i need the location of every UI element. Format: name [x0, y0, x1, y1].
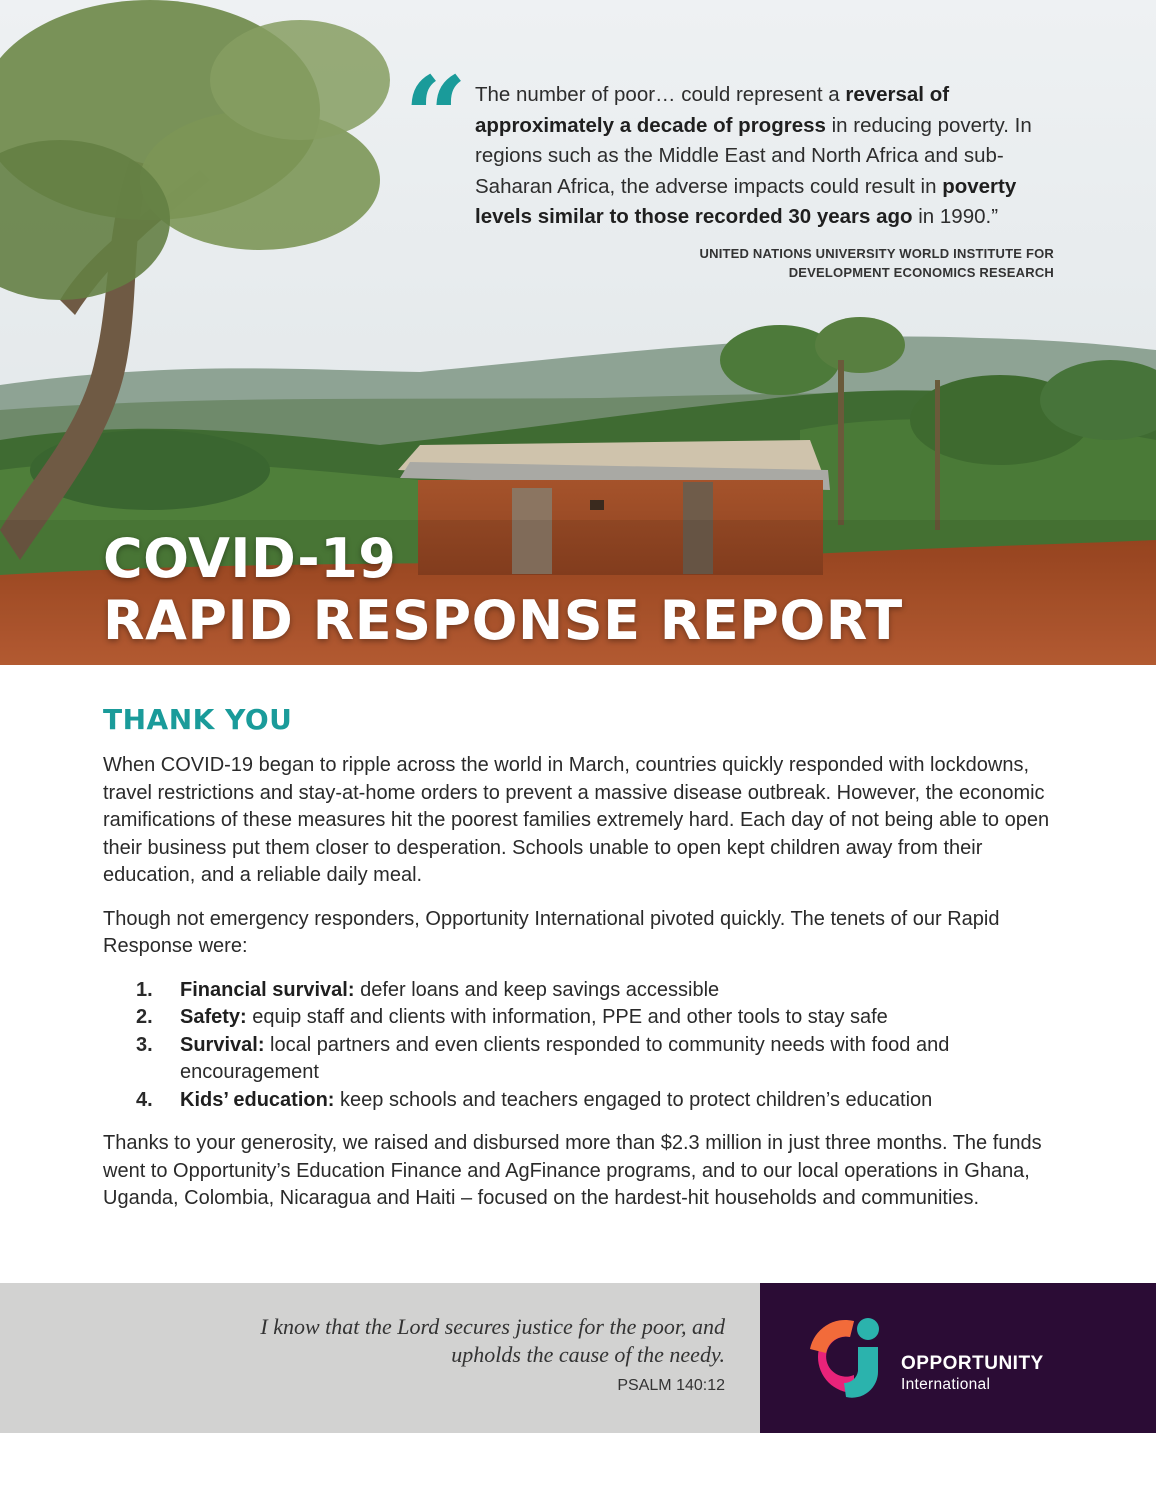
- list-item-number: 4.: [136, 1088, 153, 1111]
- pull-quote: [475, 80, 1065, 233]
- quote-text-part-2: in reducing poverty. In regions such as the Middle East and North Africa and sub-Saharan Africa, the adverse impacts could result in: [475, 113, 1032, 198]
- list-item-label: Survival:: [180, 1033, 265, 1056]
- list-item-number: 3.: [136, 1033, 153, 1056]
- list-item-number: 1.: [136, 978, 153, 1001]
- list-item-text: local partners and even clients responded to community needs with food and encouragement: [180, 1033, 950, 1083]
- list-item-text: equip staff and clients with information, PPE and other tools to stay safe: [246, 1006, 888, 1028]
- list-item-label: Financial survival:: [180, 978, 355, 1001]
- quote-text-part-3: in 1990.”: [912, 205, 999, 228]
- quote-attribution-line-2: DEVELOPMENT ECONOMICS RESEARCH: [788, 265, 1054, 280]
- quote-mark-icon: “: [404, 52, 468, 181]
- verse-line-1: I know that the Lord secures justice for the poor, and: [260, 1314, 725, 1339]
- tenets-intro-paragraph: Though not emergency responders, Opportunity International pivoted quickly. The tenets of our Rapid Response were:: [103, 907, 1000, 957]
- report-title-line-1: COVID-19: [103, 527, 397, 590]
- list-item: [103, 1004, 1063, 1032]
- hero-banner: [0, 0, 1156, 665]
- quote-attribution: [700, 244, 1054, 282]
- tenets-list: [103, 977, 1063, 1115]
- opportunity-logo-icon: [796, 1309, 892, 1405]
- list-item: [103, 1032, 1063, 1087]
- logo-subtitle: International: [901, 1376, 991, 1393]
- verse-line-2: upholds the cause of the needy.: [451, 1342, 725, 1367]
- section-heading: THANK YOU: [103, 703, 293, 736]
- list-item-text: defer loans and keep savings accessible: [354, 978, 720, 1001]
- list-item: [103, 977, 1063, 1005]
- verse-reference: PSALM 140:12: [617, 1377, 725, 1394]
- intro-paragraph: When COVID-19 began to ripple across the world in March, countries quickly responded with lockdowns, travel restrictions and stay-at-home orders to prevent a massive disease outbreak. However, the economic ramifications of these measures hit the poorest families extremely hard. Each day of not being able to open their business put them closer to desperation. Schools unable to open kept children away from their education, and a reliable daily meal.: [103, 754, 1050, 886]
- quote-attribution-line-1: UNITED NATIONS UNIVERSITY WORLD INSTITUTE FOR: [699, 246, 1054, 261]
- scripture-verse: [165, 1313, 725, 1369]
- quote-text-part-1: The number of poor… could represent a: [475, 83, 846, 106]
- verse-panel: [0, 1283, 760, 1433]
- quote-emphasis-2: poverty levels similar to those recorded 30 years ago: [475, 174, 1017, 228]
- list-item: [103, 1087, 1063, 1115]
- main-content: [103, 700, 1063, 1229]
- list-item-label: Safety:: [180, 1006, 247, 1028]
- report-title: [103, 528, 903, 652]
- logo-panel: [760, 1283, 1156, 1433]
- list-item-text: keep schools and teachers engaged to protect children’s education: [334, 1088, 933, 1111]
- footer-band: [0, 1283, 1156, 1433]
- report-title-line-2: RAPID RESPONSE REPORT: [103, 589, 903, 652]
- closing-paragraph: Thanks to your generosity, we raised and disbursed more than $2.3 million in just three months. The funds went to Opportunity’s Education Finance and AgFinance programs, and to our local operations in Ghana, Uganda, Colombia, Nicaragua and Haiti – focused on the hardest-hit households and communities.: [103, 1132, 1042, 1209]
- logo-wordmark: OPPORTUNITY: [901, 1353, 1044, 1374]
- list-item-number: 2.: [136, 1006, 153, 1028]
- list-item-label: Kids’ education:: [180, 1088, 335, 1111]
- quote-emphasis-1: reversal of approximately a decade of progress: [475, 83, 950, 137]
